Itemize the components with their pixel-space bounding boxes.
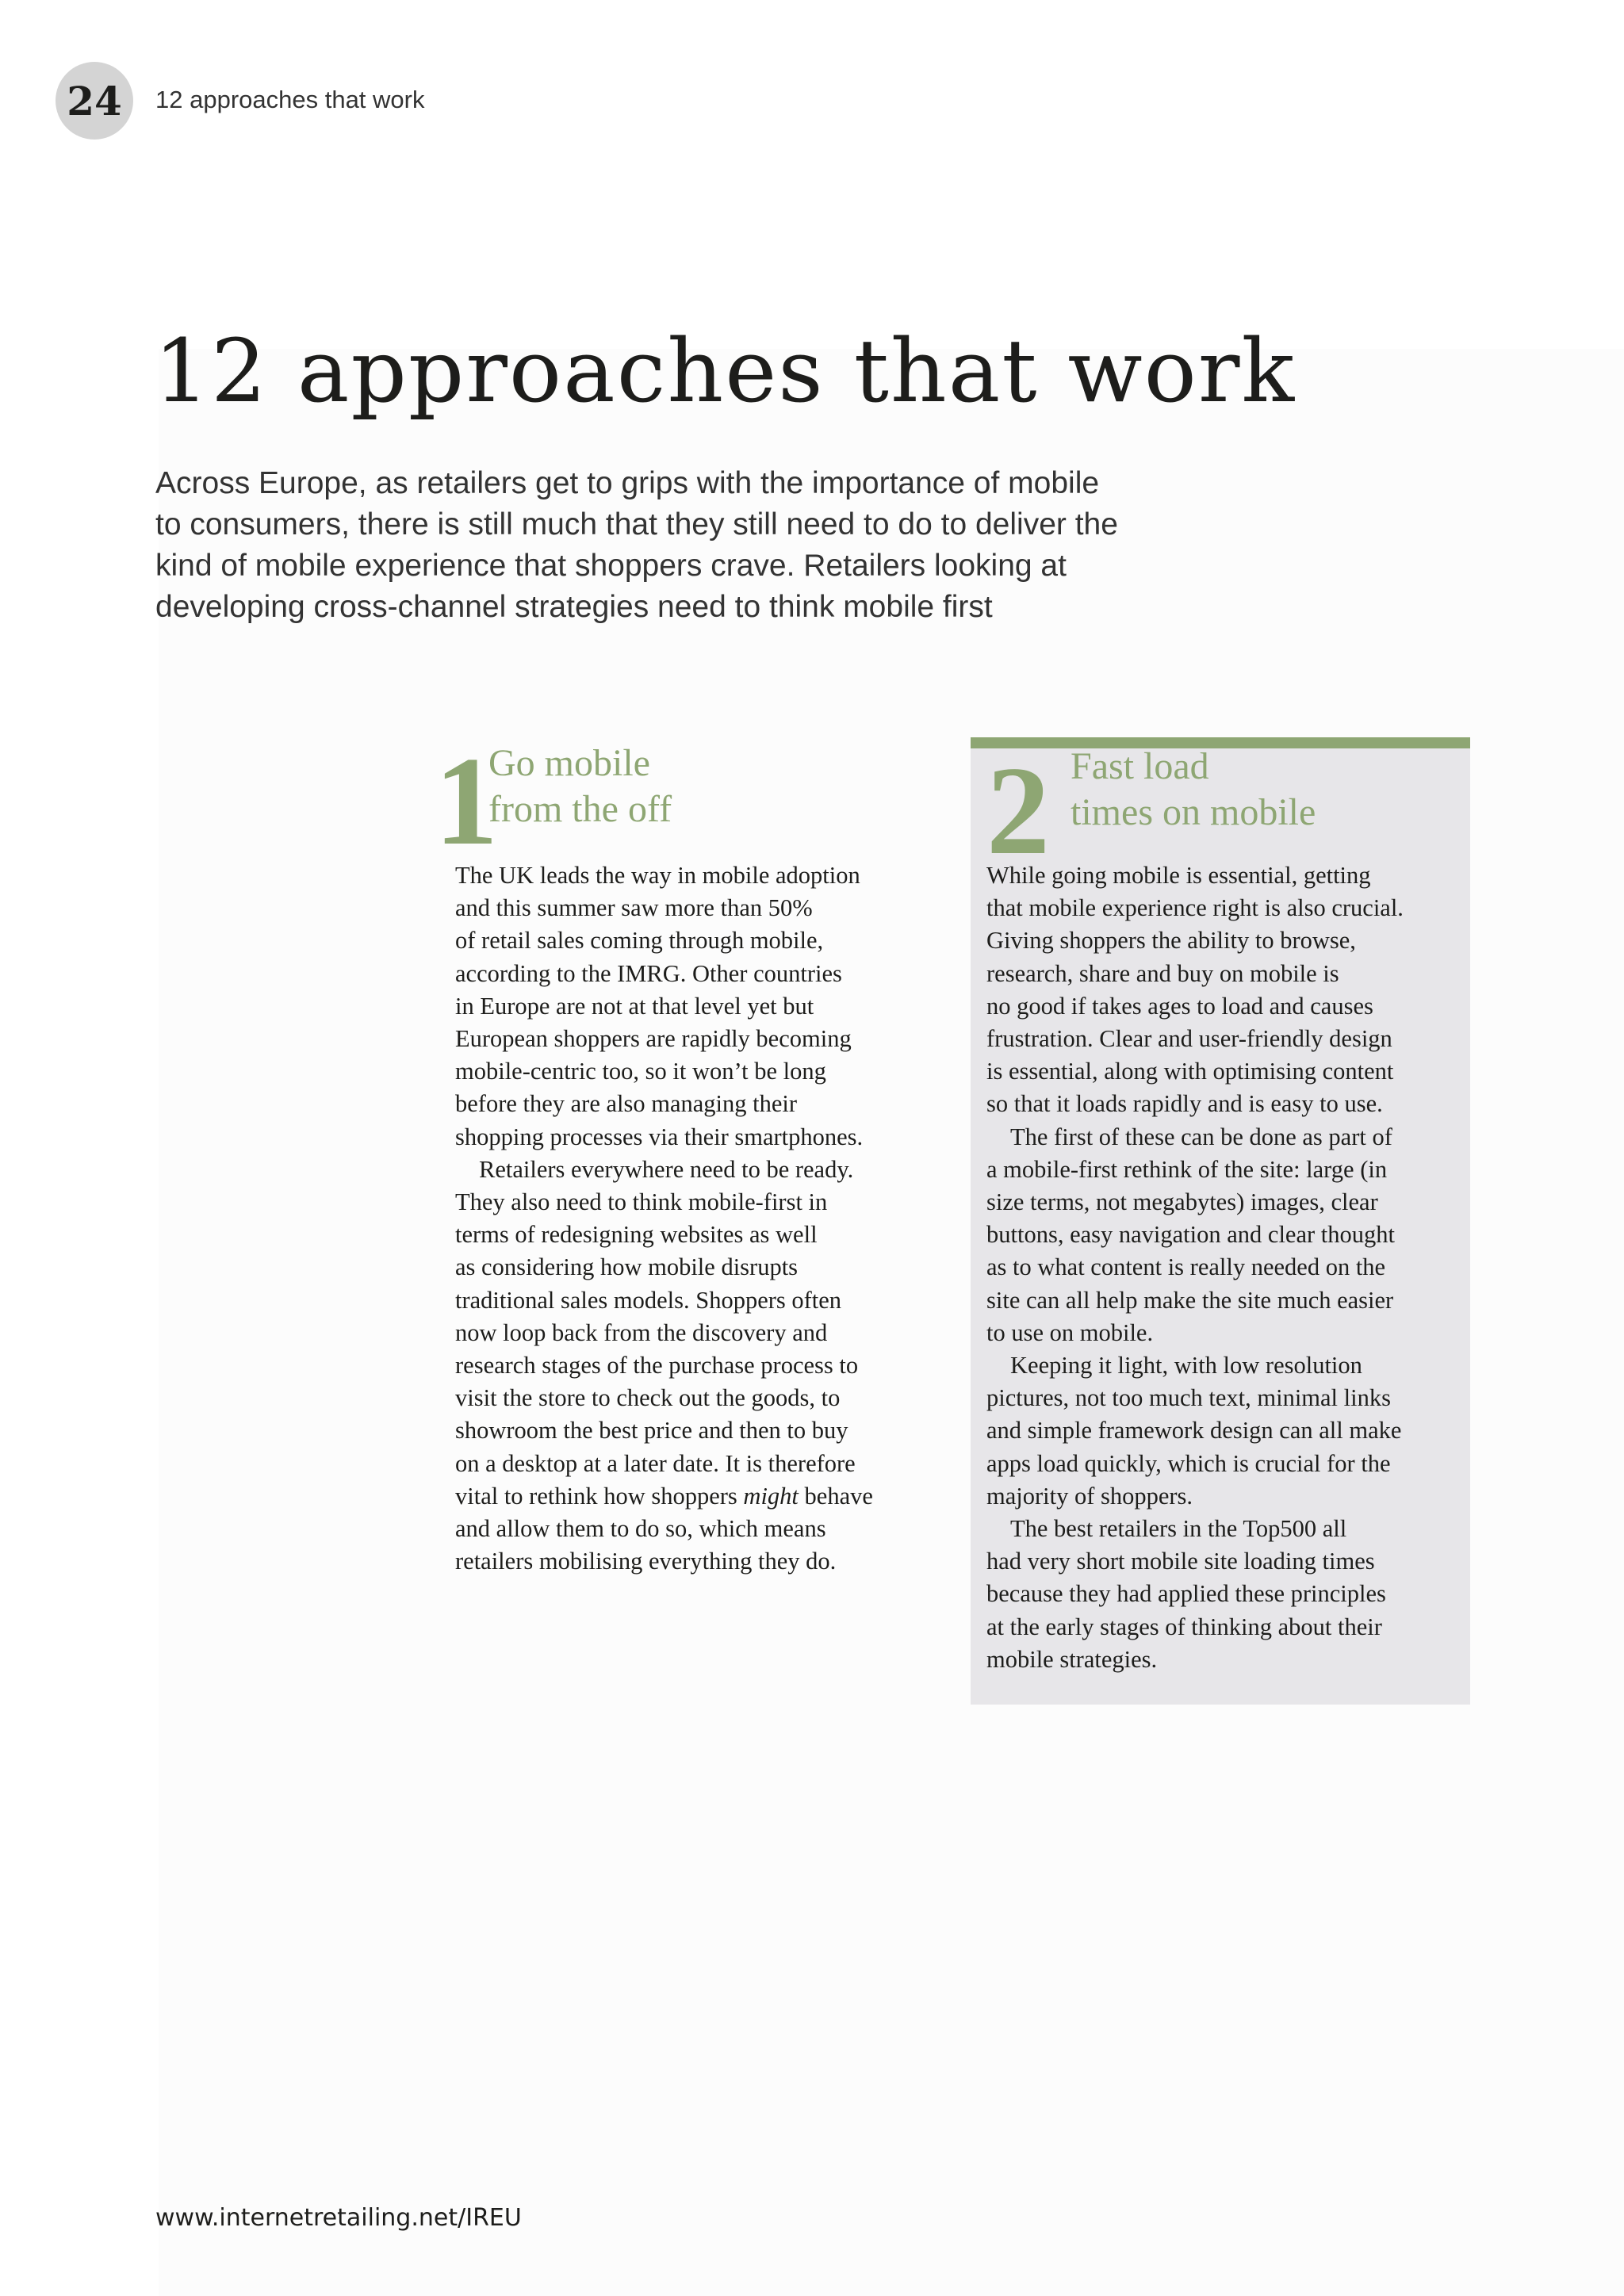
- body-line: site can all help make the site much easier: [986, 1286, 1394, 1314]
- body-line: at the early stages of thinking about their: [986, 1613, 1382, 1640]
- body-line: of retail sales coming through mobile,: [455, 927, 824, 955]
- section-number: 2: [986, 740, 1050, 881]
- body-line: majority of shoppers.: [986, 1482, 1193, 1510]
- running-head: 12 approaches that work: [155, 86, 425, 113]
- body-line: research stages of the purchase process to: [455, 1352, 859, 1380]
- body-line: and allow them to do so, which means: [455, 1515, 826, 1543]
- body-line: a mobile-first rethink of the site: large (in: [986, 1155, 1388, 1183]
- body-line: pictures, not too much text, minimal links: [986, 1384, 1391, 1412]
- footer-url[interactable]: www.internetretailing.net/IREU: [155, 2204, 522, 2232]
- section-title: [488, 740, 672, 832]
- body-line: While going mobile is essential, getting: [986, 862, 1371, 889]
- body-line: apps load quickly, which is crucial for the: [986, 1449, 1391, 1477]
- body-line: mobile-centric too, so it won’t be long: [455, 1058, 826, 1085]
- body-line: The UK leads the way in mobile adoption: [455, 862, 860, 889]
- body-line: to use on mobile.: [986, 1318, 1154, 1346]
- body-line: They also need to think mobile-first in: [455, 1188, 828, 1216]
- section-body: [986, 859, 1404, 1676]
- body-line: as considering how mobile disrupts: [455, 1253, 799, 1281]
- body-line: mobile strategies.: [986, 1645, 1158, 1673]
- body-line: retailers mobilising everything they do.: [455, 1548, 837, 1575]
- body-text: vital to rethink how shoppers: [455, 1482, 744, 1510]
- body-line: in Europe are not at that level yet but: [455, 992, 814, 1020]
- section-fast-load-box: [971, 737, 1470, 1705]
- body-line: showroom the best price and then to buy: [455, 1417, 848, 1445]
- section-title-line: from the off: [488, 788, 672, 830]
- body-line: Keeping it light, with low resolution: [1010, 1352, 1362, 1380]
- section-title-line: Go mobile: [488, 742, 650, 784]
- body-line: and this summer saw more than 50%: [455, 894, 813, 922]
- body-line: terms of redesigning websites as well: [455, 1221, 818, 1249]
- body-line: now loop back from the discovery and: [455, 1318, 828, 1346]
- body-line: and simple framework design can all make: [986, 1417, 1402, 1445]
- section-title: [1071, 744, 1316, 836]
- emphasis-text: might: [743, 1482, 799, 1510]
- body-line: The first of these can be done as part of: [1010, 1123, 1392, 1150]
- standfirst-line: kind of mobile experience that shoppers crave. Retailers looking at: [155, 549, 1067, 583]
- body-line: is essential, along with optimising content: [986, 1058, 1394, 1085]
- body-line: [455, 1480, 873, 1513]
- body-line: visit the store to check out the goods, to: [455, 1384, 841, 1412]
- section-title-line: Fast load: [1071, 745, 1209, 787]
- body-line: size terms, not megabytes) images, clear: [986, 1188, 1378, 1216]
- body-line: as to what content is really needed on the: [986, 1253, 1386, 1281]
- body-line: The best retailers in the Top500 all: [1010, 1515, 1347, 1543]
- body-line: because they had applied these principles: [986, 1580, 1386, 1608]
- body-line: that mobile experience right is also crucial.: [986, 894, 1404, 922]
- body-line: research, share and buy on mobile is: [986, 959, 1339, 987]
- body-line: shopping processes via their smartphones.: [455, 1123, 864, 1150]
- standfirst-line: Across Europe, as retailers get to grips with the importance of mobile: [155, 466, 1100, 500]
- body-line: according to the IMRG. Other countries: [455, 959, 842, 987]
- body-line: no good if takes ages to load and causes: [986, 992, 1373, 1020]
- section-number: 1: [435, 730, 498, 871]
- page-number: 24: [67, 77, 122, 124]
- body-line: buttons, easy navigation and clear thought: [986, 1221, 1395, 1249]
- page-title: 12 approaches that work: [154, 320, 1297, 422]
- section-title-line: times on mobile: [1071, 791, 1316, 833]
- body-line: traditional sales models. Shoppers often: [455, 1286, 842, 1314]
- body-line: Giving shoppers the ability to browse,: [986, 927, 1356, 955]
- page-number-badge: [56, 62, 133, 140]
- section-heading: [435, 730, 942, 871]
- body-line: European shoppers are rapidly becoming: [455, 1025, 852, 1053]
- standfirst: [155, 463, 1186, 628]
- section-body: [455, 859, 873, 1578]
- body-line: so that it loads rapidly and is easy to use.: [986, 1090, 1383, 1118]
- section-go-mobile: [435, 730, 942, 1575]
- body-line: Retailers everywhere need to be ready.: [479, 1155, 854, 1183]
- body-line: on a desktop at a later date. It is therefore: [455, 1449, 856, 1477]
- body-line: before they are also managing their: [455, 1090, 798, 1118]
- standfirst-line: developing cross-channel strategies need to think mobile first: [155, 590, 993, 624]
- body-line: had very short mobile site loading times: [986, 1548, 1375, 1575]
- body-text: behave: [798, 1482, 873, 1510]
- body-line: frustration. Clear and user-friendly design: [986, 1025, 1392, 1053]
- standfirst-line: to consumers, there is still much that they still need to do to deliver the: [155, 507, 1118, 541]
